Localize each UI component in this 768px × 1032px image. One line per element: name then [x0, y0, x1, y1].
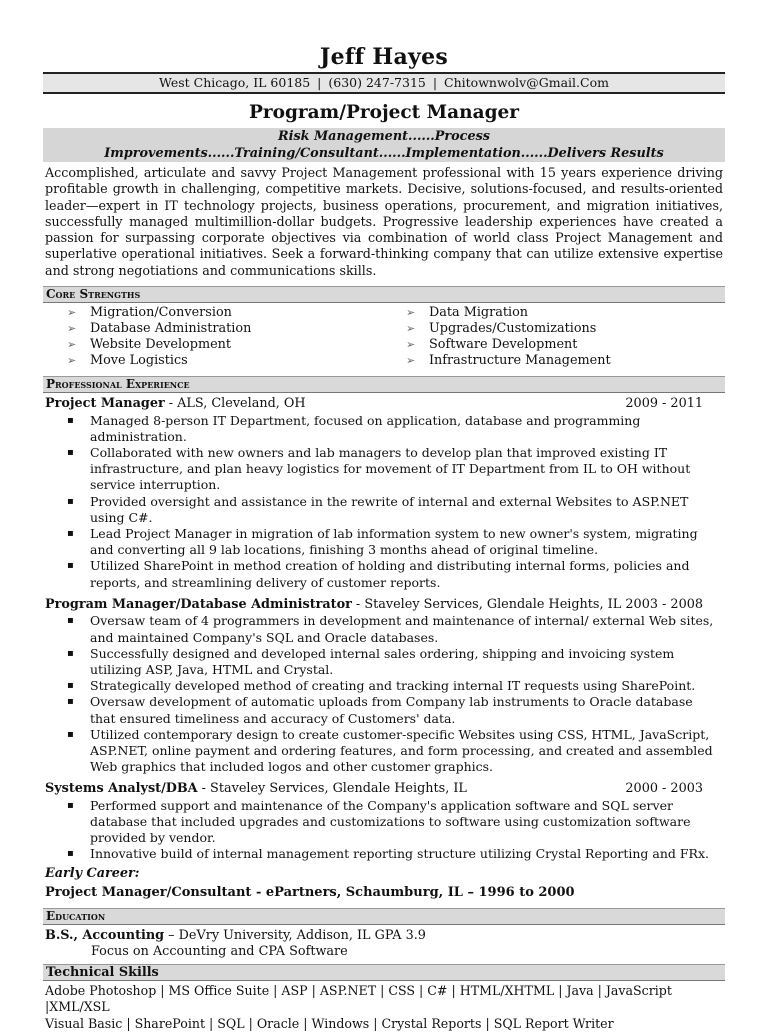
- arrow-icon: ➢: [406, 338, 416, 352]
- job-company: - ALS, Cleveland, OH: [164, 396, 306, 412]
- core-strengths-heading: Core Strengths: [43, 286, 725, 303]
- strengths-right-column: [384, 305, 723, 369]
- early-career-label: Early Career:: [45, 865, 140, 881]
- bullet-icon: ▪: [67, 848, 74, 860]
- email-link[interactable]: Chitownwolv@Gmail.Com: [444, 75, 609, 90]
- resume-title: Program/Project Manager: [248, 102, 520, 123]
- contact-bar: [43, 72, 725, 94]
- list-item: ▪ Managed 8-person IT Department, focused on application, database and programming administration.: [67, 412, 641, 444]
- list-item: ➢ Software Development: [406, 337, 578, 353]
- phone: (630) 247-7315: [328, 75, 426, 90]
- list-item: ▪ Innovative build of internal management reporting structure utilizing Crystal Reporting and FRx.: [67, 846, 709, 862]
- list-item: ▪ Collaborated with new owners and lab managers to develop plan that improved existing IT infrastructure, and plan heavy logistics for movement of IT Department from IL to OH without service interruption.: [67, 444, 691, 493]
- list-item: ➢ Website Development: [67, 337, 232, 353]
- list-item: ▪ Lead Project Manager in migration of lab information system to new owner's system, migrating and converting all 9 lab locations, finishing 3 months ahead of original timeline.: [67, 526, 698, 558]
- list-item: ➢ Data Migration: [406, 305, 529, 321]
- bullet-icon: ▪: [67, 696, 74, 708]
- list-item: ▪ Utilized SharePoint in method creation of holding and distributing internal forms, policies and reports, and streamlining delivery of customer reports.: [67, 558, 690, 590]
- core-strengths-list: [45, 305, 723, 369]
- job-role: Systems Analyst/DBA: [45, 781, 198, 797]
- job-header: [45, 781, 723, 798]
- arrow-icon: ➢: [67, 354, 77, 368]
- bullet-icon: ▪: [67, 414, 74, 426]
- list-item: ➢ Database Administration: [67, 321, 252, 337]
- job-company: - Staveley Services, Glendale Heights, IL: [351, 596, 622, 612]
- bullet-icon: ▪: [67, 560, 74, 572]
- list-item: ➢ Upgrades/Customizations: [406, 321, 597, 337]
- technical-skills: [45, 983, 723, 1032]
- early-career-entry: Project Manager/Consultant - ePartners, Schaumburg, IL – 1996 to 2000: [45, 884, 575, 900]
- bullet-icon: ▪: [67, 528, 74, 539]
- bullet-icon: ▪: [67, 728, 74, 740]
- arrow-icon: ➢: [67, 322, 77, 336]
- job-header: [45, 396, 723, 413]
- list-item: ▪ Oversaw development of automatic uploads from Company lab instruments to Oracle database that ensured timeliness and accuracy of Customers' data.: [67, 694, 693, 726]
- job-bullets: [45, 798, 723, 863]
- experience-heading: Professional Experience: [43, 376, 725, 393]
- list-item: ▪ Successfully designed and developed internal sales ordering, shipping and invoicing system utilizing ASP, Java, HTML and Crystal.: [67, 645, 675, 677]
- bullet-icon: ▪: [67, 495, 74, 507]
- skills-line: Visual Basic | SharePoint | SQL | Oracle | Windows | Crystal Reports | SQL Report Writer: [45, 1015, 614, 1031]
- summary: Accomplished, articulate and savvy Project Management professional with 15 years experience driving profitable growth in challenging, competitive markets. Decisive, solutions-focused, and results-oriented leader—expert in IT technology projects, business operations, procurement, and migration initiatives, successfully managed multimillion-dollar budgets. Progressive leadership experiences have created a passion for surpassing corporate objectives via combination of world class Project Management and superlative operational initiatives. Seek a forward-thinking company that can utilize extensive expertise and strong negotiations and communications skills.: [45, 165, 723, 278]
- arrow-icon: ➢: [406, 354, 416, 368]
- candidate-name: Jeff Hayes: [319, 44, 449, 70]
- job-entry: [45, 781, 723, 862]
- job-header: [45, 597, 723, 614]
- list-item: ▪ Oversaw team of 4 programmers in development and maintenance of internal/ external Web sites, and maintained Company's SQL and Oracle databases.: [67, 613, 714, 645]
- job-dates: 2009 - 2011: [625, 396, 703, 412]
- strengths-left-column: [45, 305, 384, 369]
- job-company: - Staveley Services, Glendale Heights, IL: [197, 781, 467, 797]
- job-entry: [45, 597, 723, 776]
- job-bullets: [45, 413, 723, 591]
- technical-skills-heading: Technical Skills: [43, 964, 725, 981]
- arrow-icon: ➢: [406, 306, 416, 320]
- separator: |: [432, 75, 438, 90]
- list-item: ➢ Migration/Conversion: [67, 305, 232, 321]
- bullet-icon: ▪: [67, 799, 74, 811]
- arrow-icon: ➢: [406, 322, 416, 336]
- list-item: ▪ Strategically developed method of creating and tracking internal IT requests using SharePoint.: [67, 678, 696, 694]
- job-dates: 2000 - 2003: [625, 781, 703, 797]
- list-item: ▪ Utilized contemporary design to create customer-specific Websites using CSS, HTML, JavaScript, ASP.NET, online payment and ordering features, and form processing, and created and assembled Web graphics that included logos and other customer graphics.: [67, 726, 713, 775]
- education-heading: Education: [43, 908, 725, 925]
- job-role: Program Manager/Database Administrator: [45, 596, 352, 612]
- list-item: ➢ Move Logistics: [67, 353, 188, 369]
- education-entry: [45, 928, 723, 960]
- location: West Chicago, IL 60185: [159, 75, 311, 90]
- list-item: ▪ Provided oversight and assistance in the rewrite of internal and external Websites to ASP.NET using C#.: [67, 493, 689, 525]
- job-role: Project Manager: [45, 396, 165, 412]
- arrow-icon: ➢: [67, 306, 77, 320]
- job-dates: 2003 - 2008: [625, 596, 703, 612]
- degree: B.S., Accounting: [45, 927, 165, 943]
- job-bullets: [45, 613, 723, 775]
- arrow-icon: ➢: [67, 338, 77, 352]
- bullet-icon: ▪: [67, 647, 74, 659]
- skills-line: Adobe Photoshop | MS Office Suite | ASP | ASP.NET | CSS | C# | HTML/XHTML | Java | JavaScript |XML/XSL: [45, 982, 672, 1015]
- bullet-icon: ▪: [67, 615, 74, 627]
- school: – DeVry University, Addison, IL GPA 3.9: [164, 927, 426, 943]
- education-focus: Focus on Accounting and CPA Software: [91, 943, 348, 959]
- separator: |: [317, 75, 322, 90]
- tagline: Risk Management......Process Improvements......Training/Consultant......Implementation......Delivers Results: [43, 128, 725, 162]
- job-entry: [45, 396, 723, 591]
- bullet-icon: ▪: [67, 446, 74, 458]
- list-item: ➢ Infrastructure Management: [406, 353, 611, 369]
- bullet-icon: ▪: [67, 680, 74, 692]
- list-item: ▪ Performed support and maintenance of the Company's application software and SQL server database that included upgrades and customizations to software using customization software provided by vendor.: [67, 797, 691, 846]
